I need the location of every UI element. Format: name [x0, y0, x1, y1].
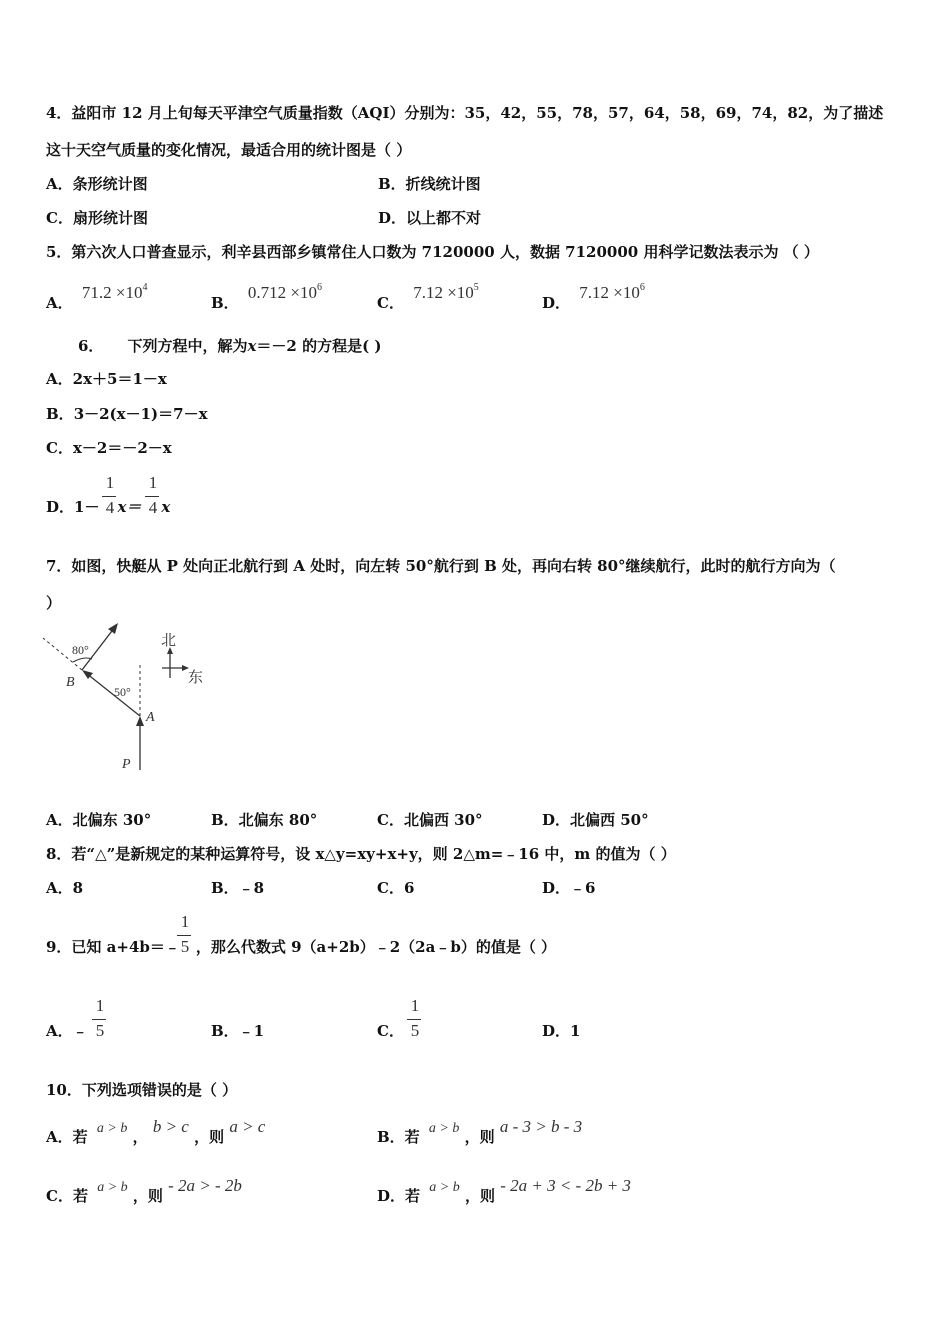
q9-option-a: A．﹣ — [46, 1022, 88, 1040]
q9-option-d: D．1 — [542, 1022, 581, 1040]
q4-stem-line2: 这十天空气质量的变化情况，最适合用的统计图是（ ） — [46, 141, 412, 159]
q6-option-a-equation: 2x＋5＝1－x — [72, 370, 167, 388]
q10-c-result: - 2a > - 2b — [168, 1176, 242, 1195]
q5-option-d-exp: 6 — [639, 282, 645, 293]
q6-option-b — [46, 404, 208, 424]
q10-option-c — [46, 1176, 242, 1208]
q5-option-c-label: C． — [377, 294, 404, 312]
q10-a-result: a > c — [229, 1117, 266, 1136]
q10-option-c-label: C．若 — [46, 1187, 88, 1205]
q6-option-a-label: A． — [46, 370, 73, 388]
q6-d-frac2-denominator: 4 — [148, 498, 158, 517]
q5-option-d-base: 7.12 ×10 — [579, 283, 640, 302]
q7-navigation-figure — [40, 620, 220, 780]
q6-d-frac1-numerator: 1 — [105, 473, 115, 492]
q6-d-frac1-denominator: 4 — [105, 498, 115, 517]
q7-fig-compass — [161, 632, 203, 686]
q7-fig-angle-50: 50° — [114, 685, 131, 699]
q9-stem — [46, 937, 556, 957]
q9-c-frac-bar — [407, 1019, 421, 1020]
q6-option-d-mid: x＝ — [117, 498, 142, 516]
q9-option-c: C． — [377, 1022, 404, 1040]
q9-a-frac-bar — [92, 1019, 106, 1020]
q5-option-b-base: 0.712 ×10 — [247, 283, 318, 302]
q9-a-frac-denominator: 5 — [95, 1021, 105, 1040]
q10-b-cond1: a > b — [428, 1121, 460, 1136]
q6-d-frac2-numerator: 1 — [148, 473, 158, 492]
q6-option-d-post: x — [161, 498, 171, 516]
q10-a-cond2: b > c — [152, 1117, 189, 1136]
q7-stem-line2: ） — [46, 594, 62, 612]
q7-fig-path-ab — [86, 673, 140, 716]
q9-c-frac-numerator: 1 — [410, 996, 420, 1015]
q7-fig-arrowhead-a — [136, 716, 144, 726]
q4-option-d: D．以上都不对 — [378, 209, 482, 227]
q4-option-a: A．条形统计图 — [46, 175, 148, 193]
q9-stem-post: ，那么代数式 9（a+2b）﹣2（2a﹣b）的值是（ ） — [195, 938, 557, 956]
q7-stem-line1: 7．如图，快艇从 P 处向正北航行到 A 处时，向左转 50°航行到 B 处，再向右转 80°继续航行，此时的航行方向为（ — [46, 557, 836, 575]
q6-stem — [78, 336, 381, 356]
q5-option-a-label: A． — [46, 294, 73, 312]
q6-d-frac2-bar — [145, 496, 159, 497]
q5-option-b-label: B． — [211, 294, 239, 312]
q6-option-b-equation: 3－2(x－1)＝7－x — [73, 405, 208, 423]
q9-a-frac-numerator: 1 — [95, 996, 105, 1015]
q6-stem-pre: 下列方程中，解为 — [127, 337, 248, 355]
q10-option-d-label: D．若 — [377, 1187, 421, 1205]
q6-option-d-label: D． — [46, 498, 75, 516]
q10-option-b-label: B．若 — [377, 1128, 420, 1146]
q10-d-then: ，则 — [464, 1187, 495, 1205]
q4-stem-line1: 4．益阳市 12 月上旬每天平津空气质量指数（AQI）分别为：35，42，55，78，57，64，58，69，74，82，为了描述 — [46, 104, 884, 122]
q5-option-a-exp: 4 — [142, 282, 148, 293]
q5-option-a — [46, 282, 148, 313]
q8-stem: 8．若“△”是新规定的某种运算符号，设 x△y=xy+x+y，则 2△m=﹣16 中，m 的值为（ ） — [46, 845, 676, 863]
q6-option-c-equation: x－2＝－2－x — [72, 439, 172, 457]
q8-option-c: C．6 — [377, 879, 415, 897]
q10-stem: 10．下列选项错误的是（ ） — [46, 1081, 238, 1099]
q9-c-frac-denominator: 5 — [410, 1021, 420, 1040]
q6-option-a — [46, 369, 167, 389]
q7-fig-compass-east: 东 — [188, 670, 204, 686]
q10-option-a-label: A．若 — [46, 1128, 88, 1146]
q10-b-result: a - 3 > b - 3 — [499, 1117, 583, 1136]
q6-stem-var: x — [247, 337, 257, 355]
q7-fig-compass-north: 北 — [161, 633, 177, 649]
q4-option-b: B．折线统计图 — [378, 175, 481, 193]
q5-option-d — [542, 282, 645, 313]
q6-number: 6． — [78, 337, 104, 355]
q10-b-then: ，则 — [464, 1128, 495, 1146]
q7-fig-label-p: P — [122, 757, 131, 772]
q9-stem-frac-numerator: 1 — [180, 912, 190, 931]
q6-stem-post: ＝－2 的方程是( ) — [256, 337, 382, 355]
q6-option-c — [46, 438, 172, 458]
q10-a-then: ，则 — [194, 1128, 225, 1146]
q5-option-c — [377, 282, 479, 313]
q5-option-b — [211, 282, 323, 313]
q4-option-c: C．扇形统计图 — [46, 209, 148, 227]
q10-c-cond1: a > b — [97, 1180, 128, 1195]
q8-option-d: D．﹣6 — [542, 879, 596, 897]
q7-fig-label-a: A — [146, 710, 155, 725]
q5-option-b-exp: 6 — [317, 282, 323, 293]
q9-option-b: B．﹣1 — [211, 1022, 265, 1040]
q7-fig-angle-80: 80° — [72, 643, 89, 657]
q10-option-b — [377, 1117, 583, 1149]
q10-d-cond1: a > b — [429, 1180, 460, 1195]
q5-option-a-base: 71.2 ×10 — [81, 283, 143, 302]
q9-stem-pre: 9．已知 a+4b＝﹣ — [46, 938, 180, 956]
q7-option-a: A．北偏东 30° — [46, 811, 152, 829]
q6-option-d-pre: 1－ — [74, 498, 100, 516]
q7-fig-arrowhead-out — [108, 623, 118, 634]
q6-d-frac1-bar — [102, 496, 116, 497]
q10-c-then: ，则 — [132, 1187, 163, 1205]
q10-a-cond1: a > b — [96, 1121, 128, 1136]
q5-option-d-label: D． — [542, 294, 571, 312]
q9-stem-frac-denominator: 5 — [180, 937, 190, 956]
q10-a-sep: ， — [132, 1128, 148, 1146]
q7-option-c: C．北偏西 30° — [377, 811, 483, 829]
q9-stem-frac-bar — [177, 935, 191, 936]
q7-fig-label-b: B — [66, 675, 75, 690]
q7-option-d: D．北偏西 50° — [542, 811, 649, 829]
q8-option-a: A．8 — [46, 879, 84, 897]
q8-option-b: B．﹣8 — [211, 879, 265, 897]
q6-option-b-label: B． — [46, 405, 74, 423]
q10-d-result: - 2a + 3 < - 2b + 3 — [500, 1176, 631, 1195]
q10-option-d — [377, 1176, 631, 1208]
q5-option-c-base: 7.12 ×10 — [413, 283, 474, 302]
q7-option-b: B．北偏东 80° — [211, 811, 318, 829]
q5-option-c-exp: 5 — [473, 282, 479, 293]
q10-option-a — [46, 1117, 266, 1149]
q6-option-c-label: C． — [46, 439, 73, 457]
q5-stem: 5．第六次人口普查显示，利辛县西部乡镇常住人口数为 7120000 人，数据 7120000 用科学记数法表示为 （ ） — [46, 243, 819, 261]
